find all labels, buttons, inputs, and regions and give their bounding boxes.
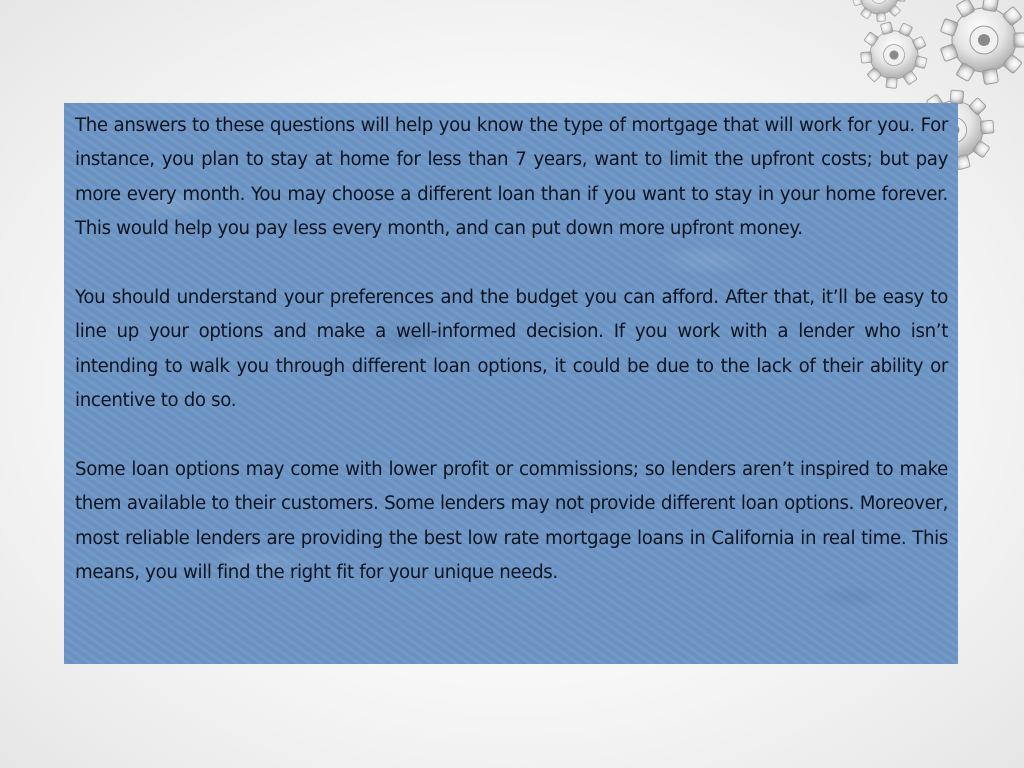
paragraph-2: You should understand your preferences and the budget you can afford. After that, it’ll be easy to line up your options and make a well-informed decision. If you work with a lender who isn’t intending to walk you through different loan options, it could be due to the lack of their ability or incentive to do so. [75, 287, 948, 412]
paragraph-1: The answers to these questions will help you know the type of mortgage that will work for you. For instance, you plan to stay at home for less than 7 years, want to limit the upfront costs; but pay more every month. You may choose a different loan than if you want to stay in your home forever. This would help you pay less every month, and can put down more upfront money. [75, 115, 948, 240]
paragraph-3: Some loan options may come with lower profit or commissions; so lenders aren’t inspired to make them available to their customers. Some lenders may not provide different loan options. Moreover, most reliable lenders are providing the best low rate mortgage loans in California in real time. This means, you will find the right fit for your unique needs. [75, 459, 948, 584]
text-box [64, 103, 958, 664]
